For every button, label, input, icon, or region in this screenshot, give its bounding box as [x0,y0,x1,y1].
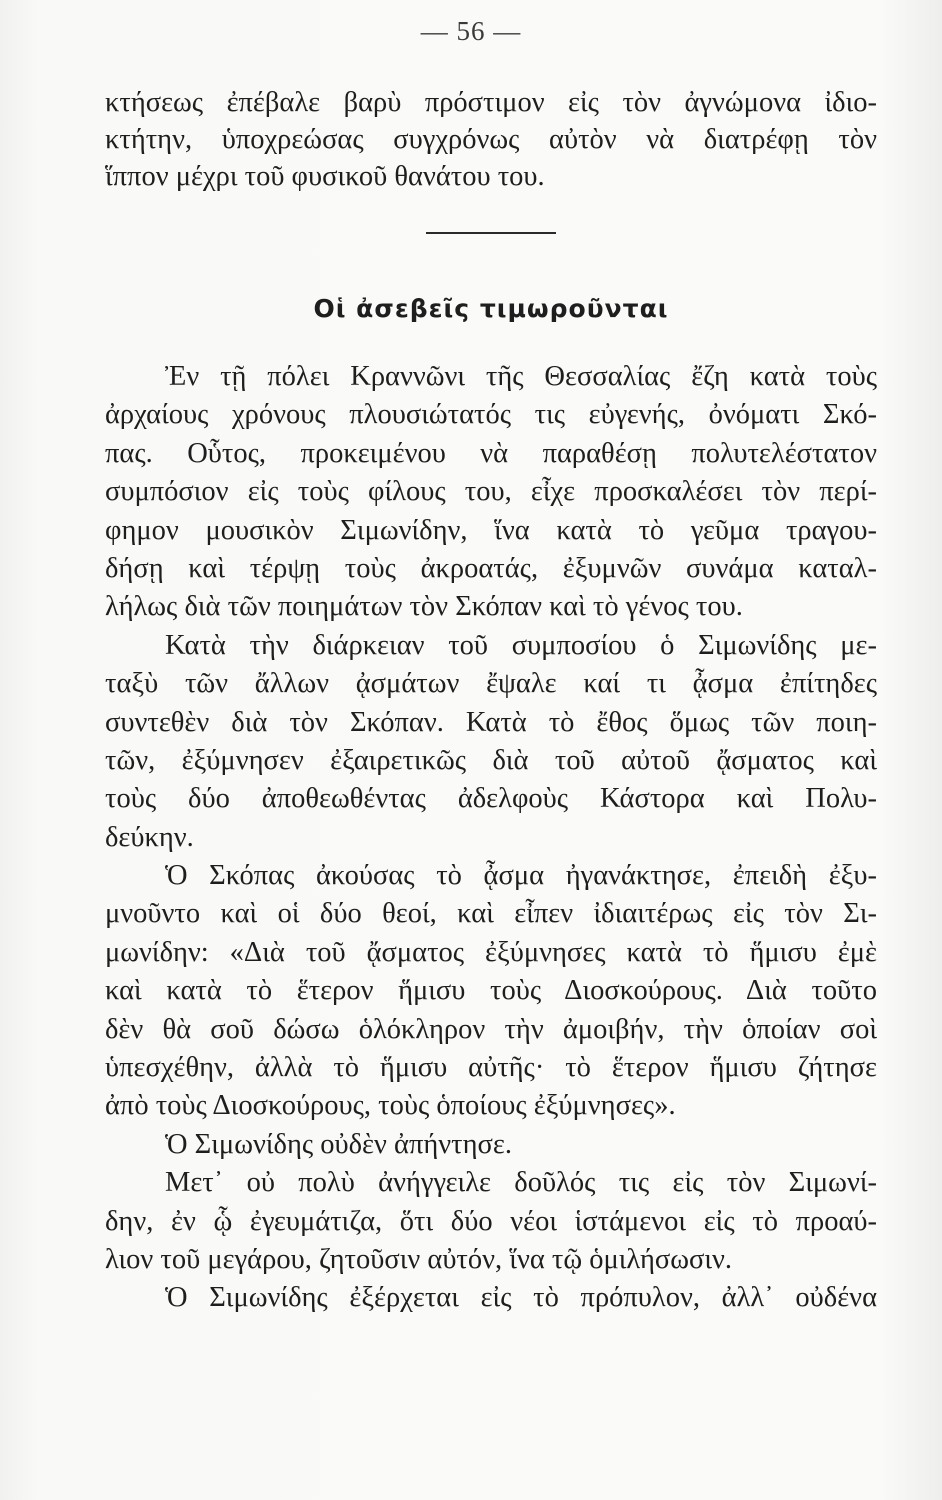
text-line: κτήτην, ὑποχρεώσας συγχρόνως αὐτὸν νὰ διατρέφῃ τὸν [105,124,877,155]
text-line: Ὁ Σιμωνίδης ἐξέρχεται εἰς τὸ πρόπυλον, ἀλλ᾽ οὐδένα [165,1282,877,1314]
page-number: — 56 — [420,16,522,46]
text-line: δεύκην. [105,821,194,853]
text-line: δην, ἐν ᾧ ἐγευμάτιζα, ὅτι δύο νέοι ἱστάμενοι εἰς τὸ προαύ- [105,1205,877,1237]
text-line: ὑπεσχέθην, ἀλλὰ τὸ ἥμισυ αὐτῆς· τὸ ἕτερον ἥμισυ ζήτησε [105,1052,877,1084]
text-line: Ἐν τῇ πόλει Κραννῶνι τῆς Θεσσαλίας ἔζη κατὰ τοὺς [165,361,877,392]
text-line: Ὁ Σκόπας ἀκούσας τὸ ᾆσμα ἠγανάκτησε, ἐπειδὴ ἐξυ- [165,860,877,892]
text-line: φημον μουσικὸν Σιμωνίδην, ἵνα κατὰ τὸ γεῦμα τραγου- [105,514,877,546]
text-line: λιον τοῦ μεγάρου, ζητοῦσιν αὐτόν, ἵνα τῷ ὁμιλήσωσιν. [105,1243,733,1275]
text-line: πας. Οὗτος, προκειμένου νὰ παραθέσῃ πολυτελέστατον [105,437,877,469]
section-divider [426,232,556,234]
text-line: τῶν, ἐξύμνησεν ἐξαιρετικῶς διὰ τοῦ αὐτοῦ ᾄσματος καὶ [105,744,877,776]
section-body [105,358,877,1318]
paragraph [105,1164,877,1279]
paragraph [105,358,877,627]
text-line: μνοῦντο καὶ οἱ δύο θεοί, καὶ εἶπεν ἰδιαιτέρως εἰς τὸν Σι- [105,898,877,930]
paragraph [105,1126,877,1164]
text-line: τοὺς δύο ἀποθεωθέντας ἀδελφοὺς Κάστορα καὶ Πολυ- [105,783,877,815]
paragraph [105,627,877,857]
text-line: κτήσεως ἐπέβαλε βαρὺ πρόστιμον εἰς τὸν ἀγνώμονα ἰδιο- [105,87,877,118]
text-line: μωνίδην: «Διὰ τοῦ ᾄσματος ἐξύμνησες κατὰ τὸ ἥμισυ ἐμὲ [105,936,877,968]
paragraph [105,1279,877,1317]
text-line: καὶ κατὰ τὸ ἕτερον ἥμισυ τοὺς Διοσκούρους. Διὰ τοῦτο [105,975,877,1007]
text-line: δήσῃ καὶ τέρψῃ τοὺς ἀκροατάς, ἐξυμνῶν συνάμα καταλ- [105,552,877,584]
text-line: συμπόσιον εἰς τοὺς φίλους του, εἶχε προσκαλέσει τὸν περί- [105,476,877,508]
intro-paragraph [105,84,877,195]
text-line: ἵππον μέχρι τοῦ φυσικοῦ θανάτου του. [105,161,545,192]
paragraph [105,857,877,1126]
section-heading: Οἱ ἀσεβεῖς τιμωροῦνται [313,294,669,323]
text-line: Κατὰ τὴν διάρκειαν τοῦ συμποσίου ὁ Σιμωνίδης με- [165,629,877,661]
text-line: συντεθὲν διὰ τὸν Σκόπαν. Κατὰ τὸ ἔθος ὅμως τῶν ποιη- [105,706,877,738]
text-line: δὲν θὰ σοῦ δώσω ὁλόκληρον τὴν ἀμοιβήν, τὴν ὁποίαν σοὶ [105,1013,877,1045]
text-line: Ὁ Σιμωνίδης οὐδὲν ἀπήντησε. [165,1128,512,1160]
text-line: ταξὺ τῶν ἄλλων ᾀσμάτων ἔψαλε καί τι ᾆσμα ἐπίτηδες [105,668,877,700]
text-line: ἀπὸ τοὺς Διοσκούρους, τοὺς ὁποίους ἐξύμνησες». [105,1090,676,1122]
text-line: Μετ᾽ οὐ πολὺ ἀνήγγειλε δοῦλός τις εἰς τὸν Σιμωνί- [165,1167,877,1199]
text-line: λήλως διὰ τῶν ποιημάτων τὸν Σκόπαν καὶ τὸ γένος του. [105,591,743,623]
page-content [105,84,877,1318]
text-line: ἀρχαίους χρόνους πλουσιώτατός τις εὐγενής, ὀνόματι Σκό- [105,399,877,431]
